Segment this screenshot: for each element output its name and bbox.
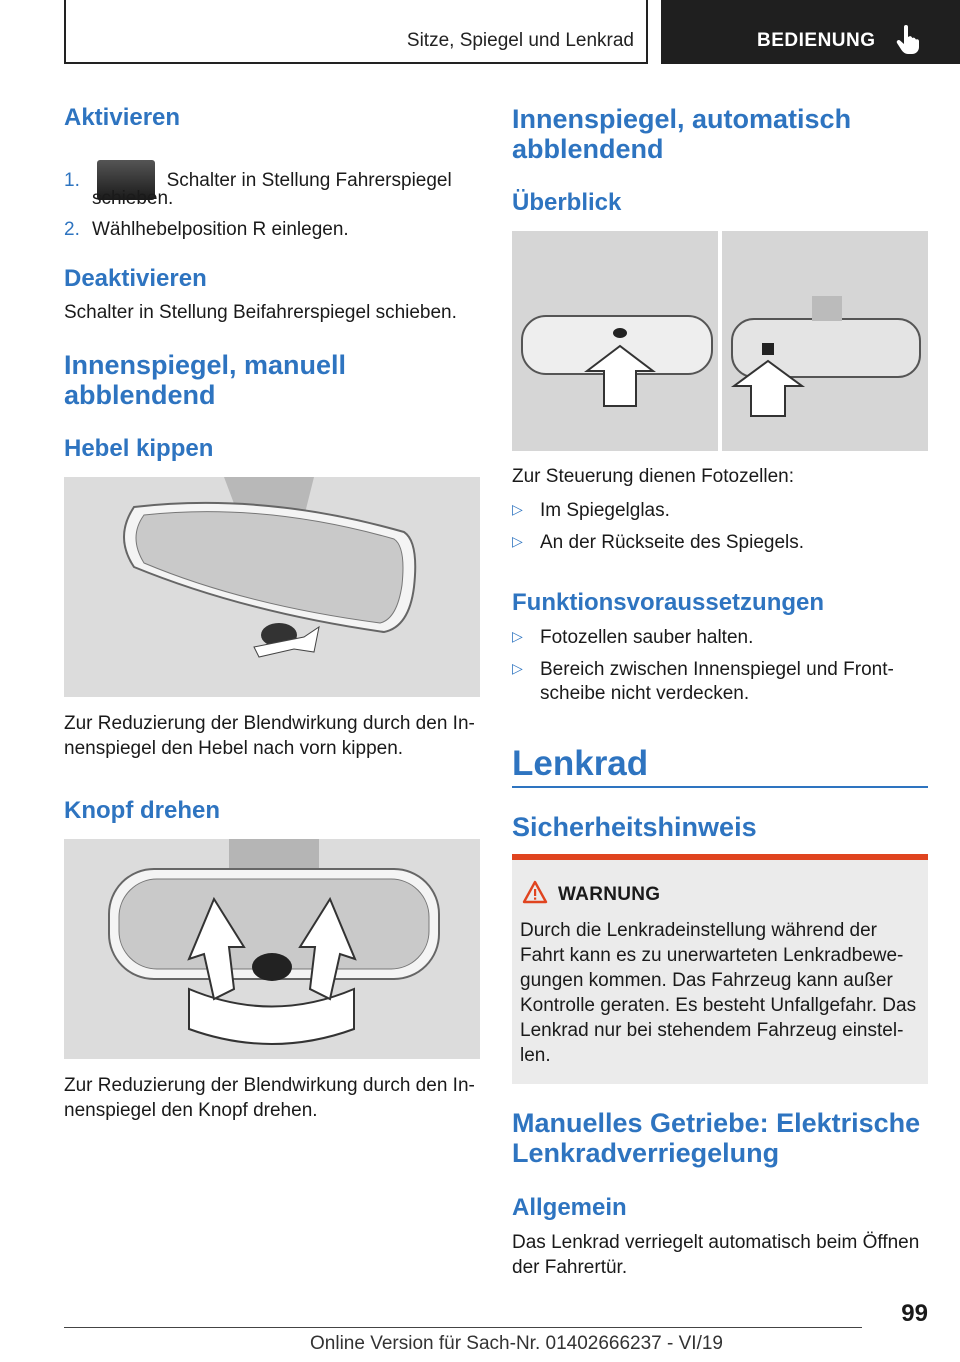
heading-hebel: Hebel kippen bbox=[64, 435, 214, 462]
warning-text bbox=[520, 918, 930, 1068]
chapter-title: BEDIENUNG bbox=[757, 30, 876, 51]
chapter-rule bbox=[512, 786, 928, 788]
footer-online-version: Online Version für Sach-Nr. 01402666237 - VI/19 bbox=[310, 1333, 723, 1354]
heading-line: Lenkradverriegelung bbox=[512, 1138, 780, 1169]
warning-line: gungen kommen. Das Fahrzeug kann außer bbox=[520, 970, 893, 991]
mirror-lever-image bbox=[64, 477, 480, 697]
step-1-continued: schieben. bbox=[92, 188, 174, 209]
heading-deaktivieren: Deaktivieren bbox=[64, 265, 207, 292]
triangle-bullet-icon: ▷ bbox=[512, 660, 523, 676]
foto-item bbox=[512, 497, 670, 523]
warning-box bbox=[512, 854, 928, 1084]
step-number: 1. bbox=[64, 170, 80, 191]
heading-aktivieren: Aktivieren bbox=[64, 104, 181, 131]
knopf-text-2: nenspiegel den Knopf drehen. bbox=[64, 1100, 318, 1121]
mirror-lever-illustration bbox=[64, 477, 480, 697]
triangle-bullet-icon: ▷ bbox=[512, 501, 523, 517]
deaktivieren-text: Schalter in Stellung Beifahrerspiegel schieben. bbox=[64, 302, 457, 323]
heading-funktions: Funktionsvoraussetzungen bbox=[512, 589, 825, 616]
foto-item bbox=[512, 529, 804, 555]
heading-ueberblick: Überblick bbox=[512, 189, 622, 216]
funktions-item-text: Bereich zwischen Innenspiegel und Front- bbox=[540, 659, 894, 680]
funktions-item bbox=[512, 624, 753, 650]
footer-rule bbox=[64, 1327, 862, 1328]
photocell-image bbox=[512, 231, 928, 451]
step-2 bbox=[64, 217, 349, 242]
heading-sicherheit: Sicherheitshinweis bbox=[512, 812, 757, 842]
warning-line: len. bbox=[520, 1045, 551, 1066]
hand-pointer-icon bbox=[896, 25, 920, 55]
allgemein-text-1: Das Lenkrad verriegelt automatisch beim Öffnen bbox=[512, 1232, 920, 1253]
heading-manuell bbox=[64, 350, 346, 410]
warning-line: Kontrolle geraten. Es besteht Unfallgefahr. Das bbox=[520, 995, 917, 1016]
warning-label: WARNUNG bbox=[558, 884, 661, 905]
foto-item-text: An der Rückseite des Spiegels. bbox=[540, 532, 805, 553]
allgemein-text-2: der Fahrertür. bbox=[512, 1257, 628, 1278]
triangle-bullet-icon: ▷ bbox=[512, 533, 523, 549]
funktions-item bbox=[512, 656, 894, 682]
heading-line: abblendend bbox=[64, 380, 216, 411]
hebel-text-1: Zur Reduzierung der Blendwirkung durch den In- bbox=[64, 713, 475, 734]
mirror-knob-illustration bbox=[64, 839, 480, 1059]
heading-manuelles-getriebe bbox=[512, 1108, 920, 1168]
running-header bbox=[64, 0, 648, 64]
warning-line: Lenkrad nur bei stehendem Fahrzeug einstel- bbox=[520, 1020, 904, 1041]
foto-item-text: Im Spiegelglas. bbox=[540, 500, 670, 521]
funktions-item-text: Fotozellen sauber halten. bbox=[540, 627, 754, 648]
heading-line: Innenspiegel, manuell bbox=[64, 350, 347, 380]
foto-intro: Zur Steuerung dienen Fotozellen: bbox=[512, 466, 795, 487]
warning-line: Fahrt kann es zu unerwarteten Lenkradbewe- bbox=[520, 945, 904, 966]
photocell-illustration bbox=[512, 231, 928, 451]
section-title: Sitze, Spiegel und Lenkrad bbox=[406, 30, 634, 51]
knopf-text-1: Zur Reduzierung der Blendwirkung durch den In- bbox=[64, 1075, 475, 1096]
heading-knopf: Knopf drehen bbox=[64, 797, 220, 824]
step-text: Schalter in Stellung Fahrerspiegel bbox=[166, 170, 452, 191]
heading-line: Innenspiegel, automatisch bbox=[512, 104, 852, 134]
chapter-tab bbox=[661, 0, 960, 64]
step-text: Wählhebelposition R einlegen. bbox=[92, 219, 349, 240]
warning-line: Durch die Lenkradeinstellung während der bbox=[520, 920, 878, 941]
step-number: 2. bbox=[64, 219, 80, 240]
page-number: 99 bbox=[901, 1300, 928, 1327]
heading-line: abblendend bbox=[512, 134, 664, 165]
heading-automatisch bbox=[512, 104, 851, 164]
hebel-text-2: nenspiegel den Hebel nach vorn kippen. bbox=[64, 738, 404, 759]
mirror-knob-image bbox=[64, 839, 480, 1059]
heading-lenkrad: Lenkrad bbox=[512, 744, 649, 783]
warning-triangle-icon bbox=[522, 880, 548, 904]
triangle-bullet-icon: ▷ bbox=[512, 628, 523, 644]
heading-allgemein: Allgemein bbox=[512, 1194, 627, 1221]
heading-line: Manuelles Getriebe: Elektrische bbox=[512, 1108, 921, 1138]
funktions-item-continued: scheibe nicht verdecken. bbox=[540, 683, 750, 704]
